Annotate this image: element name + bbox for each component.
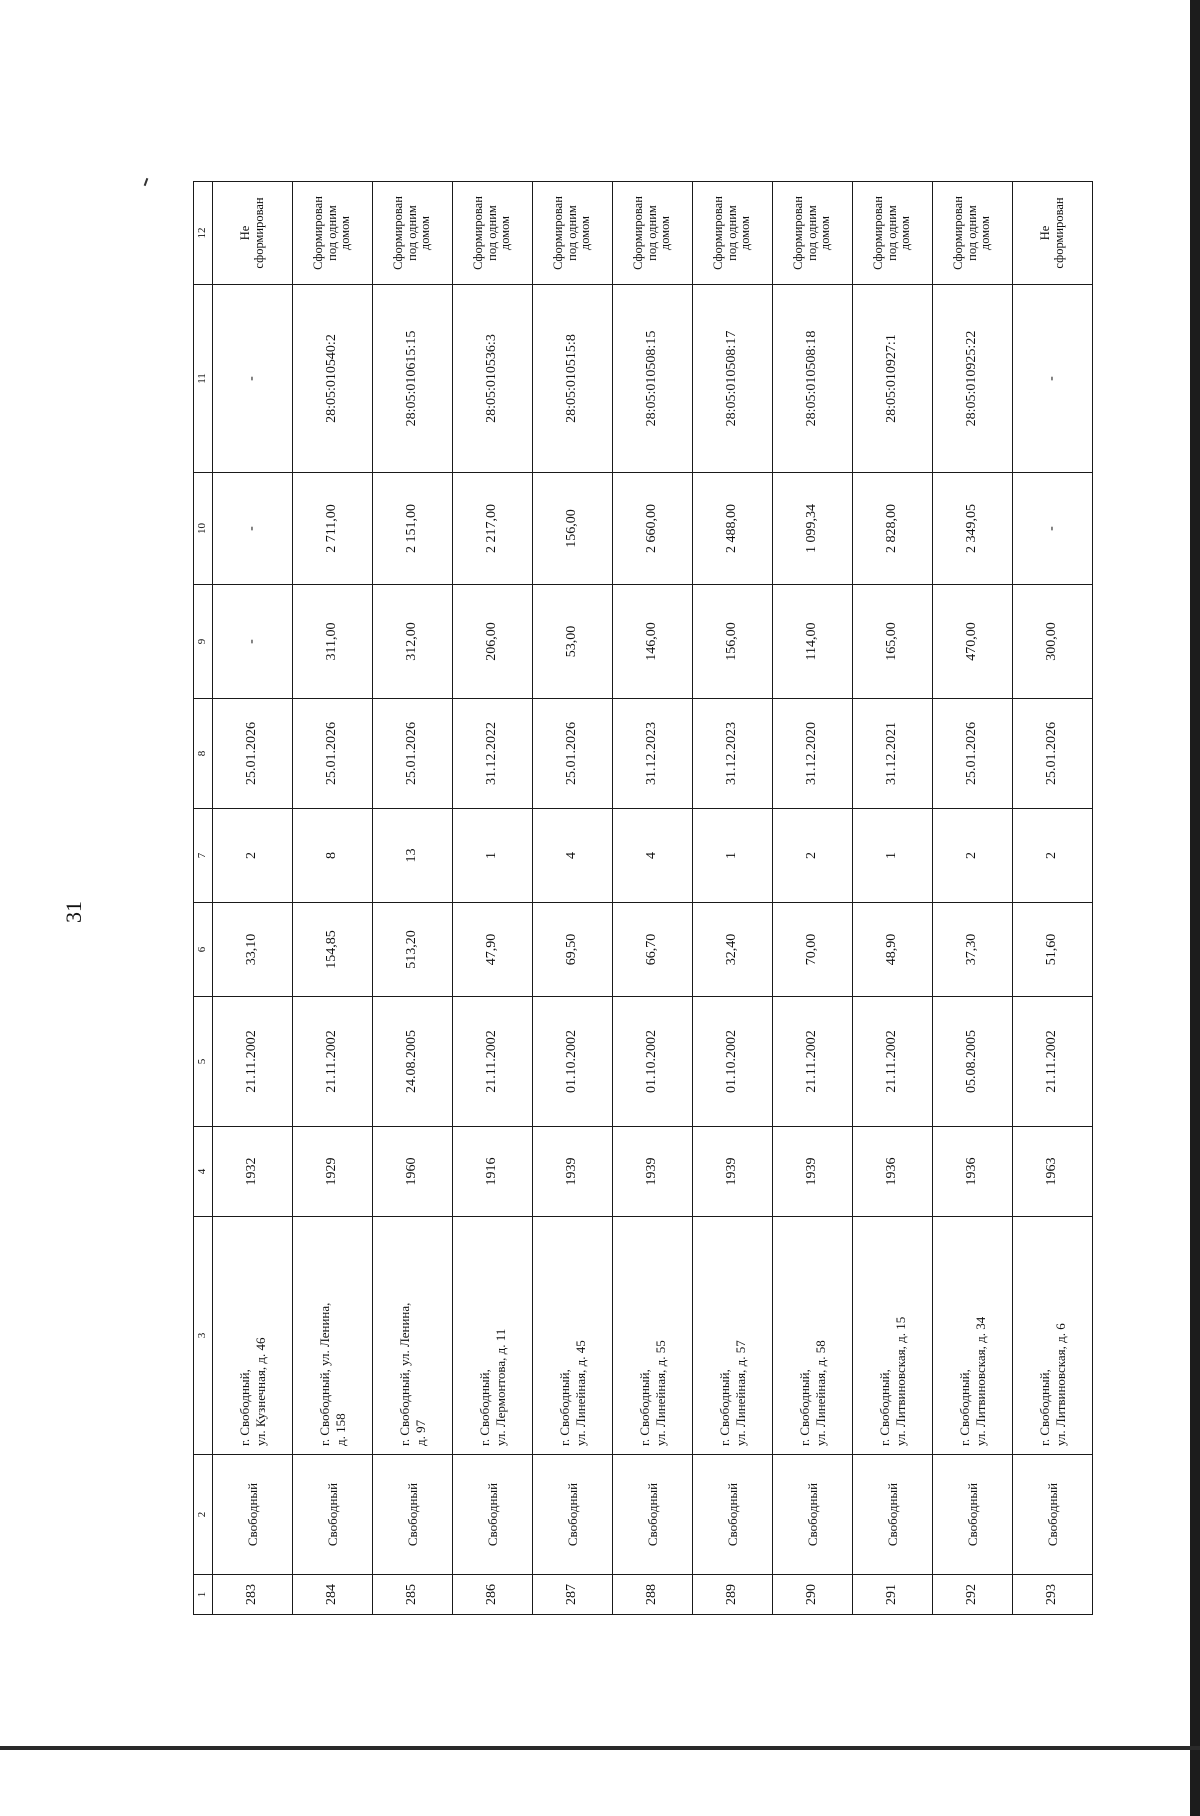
registration-date-cell: 21.11.2002 xyxy=(453,997,533,1127)
column-number: 9 xyxy=(194,585,213,699)
area-cell: 48,90 xyxy=(853,903,933,997)
plot-status-cell: Сформирован под одним домом xyxy=(533,182,613,285)
count-cell: 2 xyxy=(933,809,1013,903)
registration-date-cell: 01.10.2002 xyxy=(533,997,613,1127)
land-area-cell: 165,00 xyxy=(853,585,933,699)
area-cell: 70,00 xyxy=(773,903,853,997)
table-row xyxy=(533,182,613,1615)
column-number-row xyxy=(194,182,213,1615)
column-number: 8 xyxy=(194,699,213,809)
land-area-cell: 53,00 xyxy=(533,585,613,699)
land-area-cell: 470,00 xyxy=(933,585,1013,699)
land-area-cell: 300,00 xyxy=(1013,585,1093,699)
deadline-cell: 31.12.2021 xyxy=(853,699,933,809)
column-number: 6 xyxy=(194,903,213,997)
column-number: 12 xyxy=(194,182,213,285)
count-cell: 13 xyxy=(373,809,453,903)
plot-area-cell: 2 217,00 xyxy=(453,473,533,585)
table-row xyxy=(453,182,533,1615)
cadastral-number-cell: - xyxy=(213,285,293,473)
plot-area-cell: 156,00 xyxy=(533,473,613,585)
deadline-cell: 25.01.2026 xyxy=(373,699,453,809)
area-cell: 33,10 xyxy=(213,903,293,997)
table-row xyxy=(693,182,773,1615)
city-cell: Свободный xyxy=(613,1455,693,1575)
registration-date-cell: 05.08.2005 xyxy=(933,997,1013,1127)
scan-speck xyxy=(144,178,149,186)
address-cell: г. Свободный, ул. Ленина, д. 158 xyxy=(293,1217,373,1455)
plot-status-cell: Сформирован под одним домом xyxy=(853,182,933,285)
row-number-cell: 289 xyxy=(693,1575,773,1615)
city-cell: Свободный xyxy=(773,1455,853,1575)
register-table-container xyxy=(193,182,1080,1615)
address-cell: г. Свободный, ул. Кузнечная, д. 46 xyxy=(213,1217,293,1455)
row-number-cell: 291 xyxy=(853,1575,933,1615)
address-cell: г. Свободный, ул. Литвиновская, д. 15 xyxy=(853,1217,933,1455)
registration-date-cell: 01.10.2002 xyxy=(613,997,693,1127)
table-row xyxy=(613,182,693,1615)
cadastral-number-cell: 28:05:010540:2 xyxy=(293,285,373,473)
land-area-cell: 206,00 xyxy=(453,585,533,699)
deadline-cell: 25.01.2026 xyxy=(213,699,293,809)
plot-status-cell: Не сформирован xyxy=(213,182,293,285)
count-cell: 4 xyxy=(613,809,693,903)
deadline-cell: 25.01.2026 xyxy=(933,699,1013,809)
plot-area-cell: 2 711,00 xyxy=(293,473,373,585)
land-area-cell: - xyxy=(213,585,293,699)
table-row xyxy=(853,182,933,1615)
table-row xyxy=(373,182,453,1615)
count-cell: 8 xyxy=(293,809,373,903)
plot-status-cell: Не сформирован xyxy=(1013,182,1093,285)
column-number: 3 xyxy=(194,1217,213,1455)
registration-date-cell: 21.11.2002 xyxy=(773,997,853,1127)
deadline-cell: 31.12.2020 xyxy=(773,699,853,809)
registration-date-cell: 21.11.2002 xyxy=(293,997,373,1127)
year-built-cell: 1939 xyxy=(773,1127,853,1217)
row-number-cell: 287 xyxy=(533,1575,613,1615)
year-built-cell: 1939 xyxy=(693,1127,773,1217)
column-number: 11 xyxy=(194,285,213,473)
city-cell: Свободный xyxy=(693,1455,773,1575)
area-cell: 66,70 xyxy=(613,903,693,997)
table-row xyxy=(1013,182,1093,1615)
column-number: 10 xyxy=(194,473,213,585)
city-cell: Свободный xyxy=(453,1455,533,1575)
row-number-cell: 283 xyxy=(213,1575,293,1615)
cadastral-number-cell: 28:05:010927:1 xyxy=(853,285,933,473)
row-number-cell: 290 xyxy=(773,1575,853,1615)
area-cell: 32,40 xyxy=(693,903,773,997)
plot-area-cell: 1 099,34 xyxy=(773,473,853,585)
row-number-cell: 286 xyxy=(453,1575,533,1615)
plot-status-cell: Сформирован под одним домом xyxy=(293,182,373,285)
plot-area-cell: 2 151,00 xyxy=(373,473,453,585)
year-built-cell: 1932 xyxy=(213,1127,293,1217)
plot-area-cell: 2 828,00 xyxy=(853,473,933,585)
address-cell: г. Свободный, ул. Лермонтова, д. 11 xyxy=(453,1217,533,1455)
deadline-cell: 25.01.2026 xyxy=(533,699,613,809)
plot-status-cell: Сформирован под одним домом xyxy=(453,182,533,285)
column-number: 4 xyxy=(194,1127,213,1217)
plot-area-cell: 2 660,00 xyxy=(613,473,693,585)
year-built-cell: 1936 xyxy=(853,1127,933,1217)
plot-status-cell: Сформирован под одним домом xyxy=(613,182,693,285)
deadline-cell: 31.12.2022 xyxy=(453,699,533,809)
registration-date-cell: 21.11.2002 xyxy=(1013,997,1093,1127)
deadline-cell: 31.12.2023 xyxy=(613,699,693,809)
plot-status-cell: Сформирован под одним домом xyxy=(933,182,1013,285)
year-built-cell: 1916 xyxy=(453,1127,533,1217)
area-cell: 154,85 xyxy=(293,903,373,997)
row-number-cell: 285 xyxy=(373,1575,453,1615)
count-cell: 2 xyxy=(1013,809,1093,903)
area-cell: 69,50 xyxy=(533,903,613,997)
row-number-cell: 292 xyxy=(933,1575,1013,1615)
row-number-cell: 293 xyxy=(1013,1575,1093,1615)
row-number-cell: 284 xyxy=(293,1575,373,1615)
cadastral-number-cell: 28:05:010508:15 xyxy=(613,285,693,473)
column-number: 2 xyxy=(194,1455,213,1575)
cadastral-number-cell: 28:05:010508:18 xyxy=(773,285,853,473)
scan-edge-right xyxy=(1190,0,1200,1816)
plot-area-cell: 2 488,00 xyxy=(693,473,773,585)
registration-date-cell: 21.11.2002 xyxy=(213,997,293,1127)
page-number: 31 xyxy=(61,901,86,923)
year-built-cell: 1939 xyxy=(533,1127,613,1217)
land-area-cell: 311,00 xyxy=(293,585,373,699)
year-built-cell: 1939 xyxy=(613,1127,693,1217)
year-built-cell: 1963 xyxy=(1013,1127,1093,1217)
land-area-cell: 156,00 xyxy=(693,585,773,699)
cadastral-number-cell: 28:05:010508:17 xyxy=(693,285,773,473)
scan-edge-bottom xyxy=(0,1746,1200,1750)
column-number: 1 xyxy=(194,1575,213,1615)
address-cell: г. Свободный, ул. Линейная, д. 45 xyxy=(533,1217,613,1455)
table-row xyxy=(293,182,373,1615)
count-cell: 2 xyxy=(773,809,853,903)
deadline-cell: 31.12.2023 xyxy=(693,699,773,809)
city-cell: Свободный xyxy=(853,1455,933,1575)
city-cell: Свободный xyxy=(373,1455,453,1575)
column-number: 5 xyxy=(194,997,213,1127)
table-row xyxy=(213,182,293,1615)
count-cell: 1 xyxy=(853,809,933,903)
plot-status-cell: Сформирован под одним домом xyxy=(373,182,453,285)
land-area-cell: 312,00 xyxy=(373,585,453,699)
address-cell: г. Свободный, ул. Литвиновская, д. 34 xyxy=(933,1217,1013,1455)
row-number-cell: 288 xyxy=(613,1575,693,1615)
year-built-cell: 1936 xyxy=(933,1127,1013,1217)
address-cell: г. Свободный, ул. Линейная, д. 58 xyxy=(773,1217,853,1455)
table-body xyxy=(194,182,1093,1615)
count-cell: 2 xyxy=(213,809,293,903)
area-cell: 47,90 xyxy=(453,903,533,997)
registration-date-cell: 01.10.2002 xyxy=(693,997,773,1127)
city-cell: Свободный xyxy=(293,1455,373,1575)
table-row xyxy=(773,182,853,1615)
address-cell: г. Свободный, ул. Линейная, д. 55 xyxy=(613,1217,693,1455)
address-cell: г. Свободный, ул. Ленина, д. 97 xyxy=(373,1217,453,1455)
city-cell: Свободный xyxy=(1013,1455,1093,1575)
plot-area-cell: 2 349,05 xyxy=(933,473,1013,585)
plot-status-cell: Сформирован под одним домом xyxy=(773,182,853,285)
count-cell: 4 xyxy=(533,809,613,903)
cadastral-number-cell: 28:05:010515:8 xyxy=(533,285,613,473)
city-cell: Свободный xyxy=(533,1455,613,1575)
deadline-cell: 25.01.2026 xyxy=(1013,699,1093,809)
address-cell: г. Свободный, ул. Литвиновская, д. 6 xyxy=(1013,1217,1093,1455)
year-built-cell: 1929 xyxy=(293,1127,373,1217)
housing-register-table xyxy=(193,181,1093,1615)
count-cell: 1 xyxy=(453,809,533,903)
cadastral-number-cell: 28:05:010925:22 xyxy=(933,285,1013,473)
city-cell: Свободный xyxy=(933,1455,1013,1575)
column-number: 7 xyxy=(194,809,213,903)
year-built-cell: 1960 xyxy=(373,1127,453,1217)
plot-area-cell: - xyxy=(1013,473,1093,585)
address-cell: г. Свободный, ул. Линейная, д. 57 xyxy=(693,1217,773,1455)
city-cell: Свободный xyxy=(213,1455,293,1575)
count-cell: 1 xyxy=(693,809,773,903)
table-row xyxy=(933,182,1013,1615)
registration-date-cell: 21.11.2002 xyxy=(853,997,933,1127)
plot-area-cell: - xyxy=(213,473,293,585)
area-cell: 51,60 xyxy=(1013,903,1093,997)
cadastral-number-cell: 28:05:010536:3 xyxy=(453,285,533,473)
cadastral-number-cell: - xyxy=(1013,285,1093,473)
area-cell: 37,30 xyxy=(933,903,1013,997)
land-area-cell: 146,00 xyxy=(613,585,693,699)
registration-date-cell: 24.08.2005 xyxy=(373,997,453,1127)
area-cell: 513,20 xyxy=(373,903,453,997)
deadline-cell: 25.01.2026 xyxy=(293,699,373,809)
plot-status-cell: Сформирован под одним домом xyxy=(693,182,773,285)
land-area-cell: 114,00 xyxy=(773,585,853,699)
cadastral-number-cell: 28:05:010615:15 xyxy=(373,285,453,473)
